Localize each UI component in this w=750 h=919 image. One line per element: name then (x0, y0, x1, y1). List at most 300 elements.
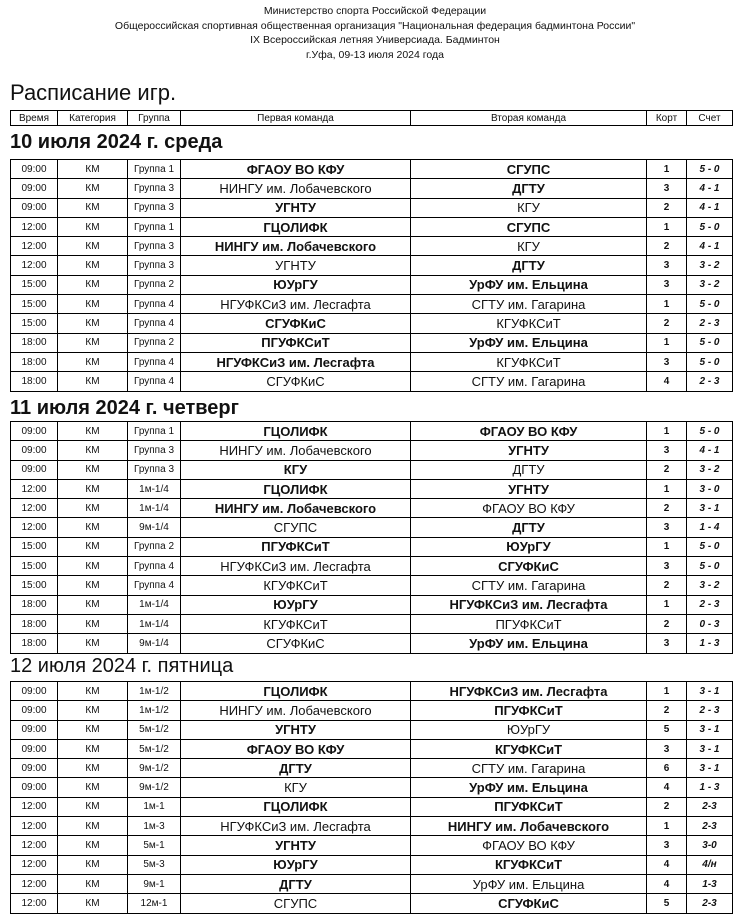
cell-time: 09:00 (11, 682, 58, 701)
cell-court: 4 (647, 778, 687, 797)
cell-court: 1 (647, 595, 687, 614)
cell-score: 1 - 3 (687, 778, 733, 797)
cell-time: 09:00 (11, 198, 58, 217)
cell-court: 5 (647, 720, 687, 739)
cell-team2: КГУФКСиТ (411, 739, 647, 758)
cell-court: 1 (647, 682, 687, 701)
cell-group: 1м-1 (128, 797, 181, 816)
cell-time: 18:00 (11, 352, 58, 371)
day-schedule-table (10, 681, 733, 914)
cell-score: 2 - 3 (687, 314, 733, 333)
cell-group: Группа 3 (128, 237, 181, 256)
cell-team1: ПГУФКСиТ (181, 333, 411, 352)
table-row (11, 441, 733, 460)
header-location-dates: г.Уфа, 09-13 июля 2024 года (306, 48, 444, 61)
cell-score: 3 - 1 (687, 759, 733, 778)
cell-score: 5 - 0 (687, 160, 733, 179)
cell-score: 5 - 0 (687, 352, 733, 371)
cell-team2: КГУФКСиТ (411, 352, 647, 371)
table-row (11, 797, 733, 816)
table-row (11, 557, 733, 576)
cell-group: 9м-1/2 (128, 778, 181, 797)
cell-team1: НГУФКСиЗ им. Лесгафта (181, 557, 411, 576)
cell-time: 09:00 (11, 460, 58, 479)
cell-category: КМ (58, 778, 128, 797)
cell-team2: ПГУФКСиТ (411, 701, 647, 720)
table-row (11, 460, 733, 479)
table-row (11, 634, 733, 653)
cell-category: КМ (58, 682, 128, 701)
cell-score: 1 - 3 (687, 634, 733, 653)
table-row (11, 372, 733, 391)
cell-team1: ГЦОЛИФК (181, 422, 411, 441)
cell-court: 6 (647, 759, 687, 778)
cell-category: КМ (58, 460, 128, 479)
cell-team2: КГУ (411, 198, 647, 217)
cell-court: 3 (647, 634, 687, 653)
cell-group: 1м-1/2 (128, 701, 181, 720)
table-row (11, 739, 733, 758)
cell-time: 18:00 (11, 614, 58, 633)
cell-score: 2-3 (687, 894, 733, 913)
cell-category: КМ (58, 537, 128, 556)
cell-group: Группа 2 (128, 275, 181, 294)
cell-court: 2 (647, 499, 687, 518)
cell-score: 3 - 2 (687, 256, 733, 275)
table-row (11, 855, 733, 874)
table-row (11, 198, 733, 217)
cell-time: 12:00 (11, 217, 58, 236)
cell-court: 2 (647, 797, 687, 816)
cell-score: 3 - 0 (687, 479, 733, 498)
cell-team1: ГЦОЛИФК (181, 797, 411, 816)
cell-group: 1м-1/4 (128, 614, 181, 633)
cell-group: Группа 4 (128, 372, 181, 391)
cell-team2: ФГАОУ ВО КФУ (411, 836, 647, 855)
cell-team1: ЮУрГУ (181, 595, 411, 614)
table-row (11, 352, 733, 371)
cell-court: 2 (647, 198, 687, 217)
table-row (11, 817, 733, 836)
cell-court: 2 (647, 614, 687, 633)
cell-group: 1м-1/2 (128, 682, 181, 701)
cell-team1: СГУПС (181, 518, 411, 537)
cell-category: КМ (58, 256, 128, 275)
cell-category: КМ (58, 275, 128, 294)
cell-team1: ЮУрГУ (181, 275, 411, 294)
schedule-title: Расписание игр. (10, 80, 177, 105)
cell-group: 9м-1/4 (128, 518, 181, 537)
cell-category: КМ (58, 295, 128, 314)
table-row (11, 256, 733, 275)
col-court: Корт (647, 111, 687, 126)
cell-team1: СГУФКиС (181, 372, 411, 391)
table-row (11, 295, 733, 314)
table-row (11, 836, 733, 855)
cell-category: КМ (58, 352, 128, 371)
table-row (11, 759, 733, 778)
cell-category: КМ (58, 179, 128, 198)
cell-time: 09:00 (11, 179, 58, 198)
cell-category: КМ (58, 518, 128, 537)
table-row (11, 179, 733, 198)
header-event: IX Всероссийская летняя Универсиада. Бадминтон (250, 34, 500, 46)
cell-time: 15:00 (11, 576, 58, 595)
cell-team2: СГУФКиС (411, 557, 647, 576)
cell-time: 09:00 (11, 160, 58, 179)
cell-time: 09:00 (11, 441, 58, 460)
cell-category: КМ (58, 372, 128, 391)
cell-court: 1 (647, 295, 687, 314)
cell-team2: УГНТУ (411, 441, 647, 460)
cell-score: 5 - 0 (687, 422, 733, 441)
cell-score: 5 - 0 (687, 537, 733, 556)
table-row (11, 237, 733, 256)
cell-court: 1 (647, 422, 687, 441)
cell-category: КМ (58, 314, 128, 333)
day-title: 12 июля 2024 г. пятница (10, 655, 234, 677)
cell-group: 1м-3 (128, 817, 181, 836)
cell-group: Группа 4 (128, 295, 181, 314)
cell-team2: СГТУ им. Гагарина (411, 295, 647, 314)
cell-court: 1 (647, 160, 687, 179)
cell-team1: КГУ (181, 778, 411, 797)
cell-time: 15:00 (11, 295, 58, 314)
cell-score: 5 - 0 (687, 217, 733, 236)
cell-group: 9м-1 (128, 874, 181, 893)
cell-court: 3 (647, 179, 687, 198)
cell-team1: СГУПС (181, 894, 411, 913)
cell-team2: НГУФКСиЗ им. Лесгафта (411, 682, 647, 701)
cell-score: 3-0 (687, 836, 733, 855)
cell-category: КМ (58, 479, 128, 498)
cell-category: КМ (58, 894, 128, 913)
table-row (11, 422, 733, 441)
cell-time: 09:00 (11, 778, 58, 797)
cell-team1: КГУФКСиТ (181, 576, 411, 595)
cell-team2: ФГАОУ ВО КФУ (411, 422, 647, 441)
cell-court: 1 (647, 217, 687, 236)
cell-time: 12:00 (11, 855, 58, 874)
cell-score: 3 - 2 (687, 275, 733, 294)
table-row (11, 720, 733, 739)
cell-category: КМ (58, 198, 128, 217)
table-row (11, 874, 733, 893)
header-organization: Общероссийская спортивная общественная организация "Национальная федерация бадминтона России" (114, 19, 636, 32)
cell-team2: ДГТУ (411, 256, 647, 275)
cell-team2: СГТУ им. Гагарина (411, 576, 647, 595)
cell-team2: УрФУ им. Ельцина (411, 333, 647, 352)
cell-team2: УрФУ им. Ельцина (411, 778, 647, 797)
cell-category: КМ (58, 874, 128, 893)
col-category: Категория (58, 111, 128, 126)
cell-team1: КГУФКСиТ (181, 614, 411, 633)
cell-time: 12:00 (11, 499, 58, 518)
cell-team2: СГТУ им. Гагарина (411, 759, 647, 778)
cell-team2: УрФУ им. Ельцина (411, 634, 647, 653)
cell-team1: УГНТУ (181, 720, 411, 739)
cell-court: 3 (647, 518, 687, 537)
cell-group: Группа 3 (128, 198, 181, 217)
cell-court: 3 (647, 256, 687, 275)
cell-group: 5м-1/2 (128, 720, 181, 739)
cell-team2: УрФУ им. Ельцина (411, 874, 647, 893)
cell-team1: ПГУФКСиТ (181, 537, 411, 556)
cell-score: 3 - 1 (687, 739, 733, 758)
table-row (11, 682, 733, 701)
cell-category: КМ (58, 701, 128, 720)
cell-group: 5м-1/2 (128, 739, 181, 758)
cell-score: 4 - 1 (687, 198, 733, 217)
cell-score: 5 - 0 (687, 557, 733, 576)
cell-time: 09:00 (11, 720, 58, 739)
cell-category: КМ (58, 797, 128, 816)
cell-group: Группа 4 (128, 352, 181, 371)
cell-court: 2 (647, 701, 687, 720)
cell-team1: НИНГУ им. Лобачевского (181, 237, 411, 256)
document-header (0, 0, 750, 62)
table-row (11, 499, 733, 518)
cell-group: Группа 3 (128, 256, 181, 275)
cell-time: 12:00 (11, 518, 58, 537)
cell-score: 3 - 2 (687, 460, 733, 479)
cell-team1: ГЦОЛИФК (181, 479, 411, 498)
table-row (11, 518, 733, 537)
cell-time: 12:00 (11, 836, 58, 855)
cell-group: 1м-1/4 (128, 479, 181, 498)
cell-score: 2 - 3 (687, 701, 733, 720)
cell-court: 4 (647, 855, 687, 874)
cell-group: Группа 2 (128, 333, 181, 352)
day-schedule-table (10, 159, 733, 392)
cell-team1: НГУФКСиЗ им. Лесгафта (181, 352, 411, 371)
cell-team2: ЮУрГУ (411, 720, 647, 739)
cell-court: 2 (647, 314, 687, 333)
cell-score: 3 - 2 (687, 576, 733, 595)
cell-time: 09:00 (11, 422, 58, 441)
cell-category: КМ (58, 595, 128, 614)
table-row (11, 314, 733, 333)
cell-time: 12:00 (11, 479, 58, 498)
cell-category: КМ (58, 333, 128, 352)
cell-team2: ДГТУ (411, 179, 647, 198)
cell-team2: УрФУ им. Ельцина (411, 275, 647, 294)
table-row (11, 537, 733, 556)
cell-category: КМ (58, 441, 128, 460)
cell-team1: ДГТУ (181, 874, 411, 893)
cell-court: 2 (647, 576, 687, 595)
cell-category: КМ (58, 836, 128, 855)
cell-score: 1 - 4 (687, 518, 733, 537)
cell-team2: КГУФКСиТ (411, 314, 647, 333)
cell-score: 0 - 3 (687, 614, 733, 633)
cell-group: Группа 3 (128, 460, 181, 479)
day-schedule-table (10, 421, 733, 654)
cell-category: КМ (58, 160, 128, 179)
cell-time: 12:00 (11, 817, 58, 836)
cell-team1: НИНГУ им. Лобачевского (181, 179, 411, 198)
cell-court: 3 (647, 441, 687, 460)
cell-score: 3 - 1 (687, 499, 733, 518)
cell-team2: КГУФКСиТ (411, 855, 647, 874)
cell-team2: НИНГУ им. Лобачевского (411, 817, 647, 836)
cell-court: 1 (647, 537, 687, 556)
cell-team1: ГЦОЛИФК (181, 682, 411, 701)
cell-group: Группа 4 (128, 314, 181, 333)
cell-time: 12:00 (11, 894, 58, 913)
cell-team2: СГТУ им. Гагарина (411, 372, 647, 391)
cell-time: 09:00 (11, 739, 58, 758)
cell-score: 2 - 3 (687, 595, 733, 614)
cell-score: 1-3 (687, 874, 733, 893)
cell-team2: КГУ (411, 237, 647, 256)
cell-category: КМ (58, 499, 128, 518)
col-team1: Первая команда (181, 111, 411, 126)
cell-team2: СГУФКиС (411, 894, 647, 913)
cell-time: 15:00 (11, 537, 58, 556)
cell-score: 5 - 0 (687, 333, 733, 352)
cell-time: 18:00 (11, 372, 58, 391)
cell-time: 15:00 (11, 314, 58, 333)
cell-court: 3 (647, 275, 687, 294)
cell-group: 1м-1/4 (128, 499, 181, 518)
cell-team2: ДГТУ (411, 460, 647, 479)
cell-team2: ФГАОУ ВО КФУ (411, 499, 647, 518)
cell-time: 18:00 (11, 333, 58, 352)
cell-category: КМ (58, 576, 128, 595)
cell-team2: ЮУрГУ (411, 537, 647, 556)
col-group: Группа (128, 111, 181, 126)
cell-group: 9м-1/4 (128, 634, 181, 653)
cell-score: 4 - 1 (687, 237, 733, 256)
cell-team2: СГУПС (411, 217, 647, 236)
table-row (11, 275, 733, 294)
cell-group: 5м-3 (128, 855, 181, 874)
cell-group: Группа 4 (128, 557, 181, 576)
cell-time: 18:00 (11, 595, 58, 614)
col-time: Время (11, 111, 58, 126)
cell-score: 4 - 1 (687, 179, 733, 198)
cell-score: 2-3 (687, 797, 733, 816)
table-row (11, 701, 733, 720)
cell-category: КМ (58, 237, 128, 256)
cell-score: 2 - 3 (687, 372, 733, 391)
cell-team1: ФГАОУ ВО КФУ (181, 739, 411, 758)
cell-team2: ПГУФКСиТ (411, 797, 647, 816)
table-row (11, 778, 733, 797)
cell-court: 4 (647, 874, 687, 893)
cell-score: 3 - 1 (687, 682, 733, 701)
cell-team1: УГНТУ (181, 836, 411, 855)
cell-score: 5 - 0 (687, 295, 733, 314)
cell-time: 12:00 (11, 797, 58, 816)
cell-category: КМ (58, 557, 128, 576)
cell-group: 1м-1/4 (128, 595, 181, 614)
cell-team1: КГУ (181, 460, 411, 479)
cell-court: 1 (647, 479, 687, 498)
cell-group: Группа 4 (128, 576, 181, 595)
cell-court: 3 (647, 836, 687, 855)
cell-time: 12:00 (11, 874, 58, 893)
cell-group: Группа 3 (128, 179, 181, 198)
cell-court: 3 (647, 739, 687, 758)
cell-team1: НГУФКСиЗ им. Лесгафта (181, 817, 411, 836)
cell-team1: СГУФКиС (181, 314, 411, 333)
cell-time: 18:00 (11, 634, 58, 653)
cell-time: 15:00 (11, 275, 58, 294)
cell-court: 1 (647, 817, 687, 836)
cell-court: 2 (647, 460, 687, 479)
table-row (11, 217, 733, 236)
cell-time: 12:00 (11, 237, 58, 256)
cell-group: Группа 1 (128, 422, 181, 441)
cell-group: 5м-1 (128, 836, 181, 855)
cell-group: Группа 3 (128, 441, 181, 460)
cell-team2: ПГУФКСиТ (411, 614, 647, 633)
cell-court: 2 (647, 237, 687, 256)
cell-court: 1 (647, 333, 687, 352)
table-row (11, 479, 733, 498)
table-row (11, 614, 733, 633)
cell-team2: СГУПС (411, 160, 647, 179)
cell-category: КМ (58, 422, 128, 441)
cell-team1: ГЦОЛИФК (181, 217, 411, 236)
cell-team1: УГНТУ (181, 256, 411, 275)
cell-team2: ДГТУ (411, 518, 647, 537)
cell-team1: НИНГУ им. Лобачевского (181, 441, 411, 460)
cell-court: 3 (647, 352, 687, 371)
cell-category: КМ (58, 720, 128, 739)
cell-team1: ФГАОУ ВО КФУ (181, 160, 411, 179)
cell-category: КМ (58, 614, 128, 633)
cell-group: Группа 1 (128, 217, 181, 236)
table-row (11, 595, 733, 614)
cell-category: КМ (58, 759, 128, 778)
cell-group: Группа 1 (128, 160, 181, 179)
cell-court: 5 (647, 894, 687, 913)
header-ministry: Министерство спорта Российской Федерации (263, 5, 487, 17)
cell-time: 09:00 (11, 759, 58, 778)
cell-team2: НГУФКСиЗ им. Лесгафта (411, 595, 647, 614)
day-title: 10 июля 2024 г. среда (10, 131, 223, 153)
cell-category: КМ (58, 217, 128, 236)
cell-category: КМ (58, 739, 128, 758)
cell-score: 4 - 1 (687, 441, 733, 460)
cell-category: КМ (58, 634, 128, 653)
table-row (11, 576, 733, 595)
cell-group: 9м-1/2 (128, 759, 181, 778)
cell-team1: НИНГУ им. Лобачевского (181, 701, 411, 720)
cell-court: 3 (647, 557, 687, 576)
col-score: Счет (687, 111, 733, 126)
cell-time: 15:00 (11, 557, 58, 576)
cell-team1: СГУФКиС (181, 634, 411, 653)
cell-category: КМ (58, 855, 128, 874)
cell-team2: УГНТУ (411, 479, 647, 498)
cell-team1: НГУФКСиЗ им. Лесгафта (181, 295, 411, 314)
column-header-row (10, 110, 733, 126)
day-title: 11 июля 2024 г. четверг (10, 397, 239, 419)
cell-court: 4 (647, 372, 687, 391)
cell-score: 3 - 1 (687, 720, 733, 739)
cell-category: КМ (58, 817, 128, 836)
col-team2: Вторая команда (411, 111, 647, 126)
table-row (11, 333, 733, 352)
cell-team1: НИНГУ им. Лобачевского (181, 499, 411, 518)
table-row (11, 894, 733, 913)
cell-group: 12м-1 (128, 894, 181, 913)
cell-team1: УГНТУ (181, 198, 411, 217)
